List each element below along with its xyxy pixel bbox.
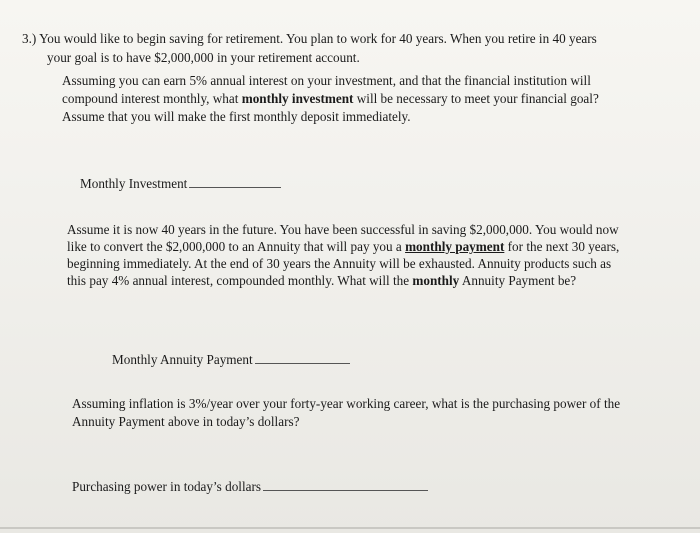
answer3-label: Purchasing power in today’s dollars (72, 479, 261, 494)
part1-line-1: Assuming you can earn 5% annual interest on your investment, and that the financial institution will (62, 73, 591, 88)
question-intro-line-2: your goal is to have $2,000,000 in your retirement account. (47, 50, 360, 65)
part2-text-c: this pay 4% annual interest, compounded monthly. What will the (67, 273, 413, 288)
part2-line-2 (67, 238, 619, 255)
answer1-label: Monthly Investment (80, 176, 188, 191)
part2-bold-monthly: monthly (412, 273, 460, 288)
part1-line-3: Assume that you will make the first monthly deposit immediately. (62, 109, 411, 124)
answer3-blank[interactable] (263, 478, 428, 491)
part3-line-2: Annuity Payment above in today’s dollars? (72, 414, 300, 429)
part2-text-b: for the next 30 years, (504, 239, 620, 254)
answer1-blank[interactable] (189, 175, 281, 188)
part2-text-a: like to convert the $2,000,000 to an Annuity that will pay you a (67, 239, 406, 254)
answer1-row (80, 175, 281, 192)
question-number: 3.) (22, 31, 37, 46)
part2-line-4 (67, 272, 576, 289)
answer2-row (112, 351, 350, 368)
part2-bold-monthly-payment: monthly payment (405, 239, 505, 254)
intro-text-1: You would like to begin saving for retirement. You plan to work for 40 years. When you retire in 40 years (39, 31, 597, 46)
question-intro-line-1 (22, 30, 597, 47)
part1-line-2 (62, 90, 599, 107)
part1-text-a: compound interest monthly, what (62, 91, 242, 106)
answer3-row (72, 478, 428, 495)
part2-line-1: Assume it is now 40 years in the future. You have been successful in saving $2,000,000. You would now (67, 222, 619, 237)
part2-line-3: beginning immediately. At the end of 30 years the Annuity will be exhausted. Annuity products such as (67, 256, 612, 271)
answer2-blank[interactable] (255, 351, 350, 364)
part3-line-1: Assuming inflation is 3%/year over your forty-year working career, what is the purchasing power of the (72, 396, 621, 411)
page-edge-divider (0, 527, 700, 529)
part1-bold-monthly-investment: monthly investment (241, 91, 354, 106)
part1-text-b: will be necessary to meet your financial goal? (353, 91, 599, 106)
part2-text-d: Annuity Payment be? (459, 273, 577, 288)
answer2-label: Monthly Annuity Payment (112, 352, 253, 367)
